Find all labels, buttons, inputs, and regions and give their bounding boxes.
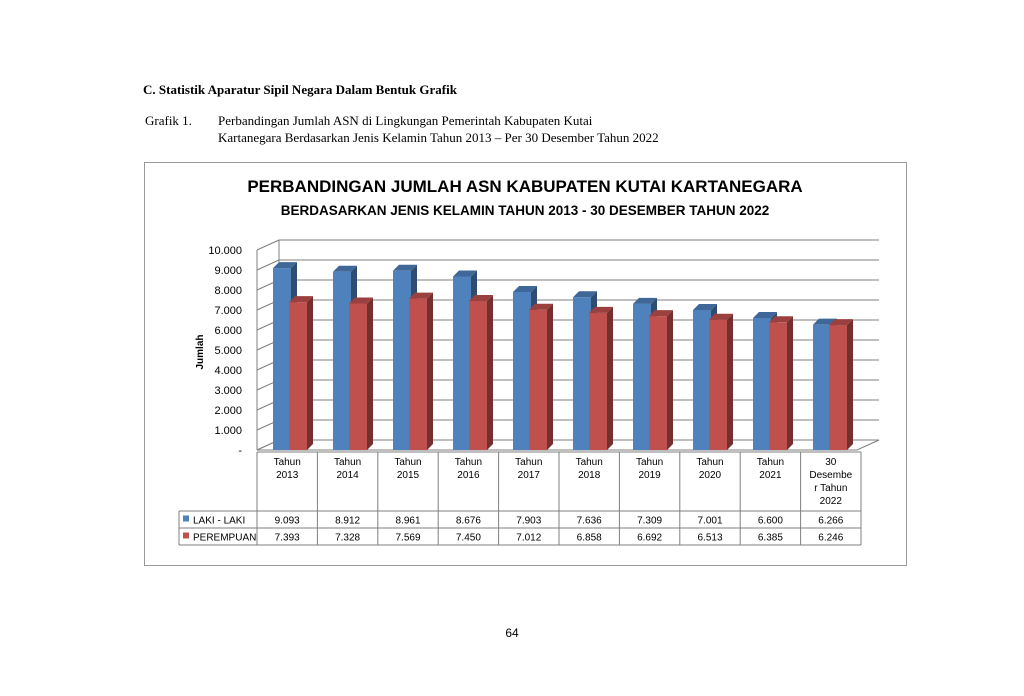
bar-side: [367, 297, 373, 450]
bar-side: [607, 307, 613, 450]
data-label: 7.903: [516, 515, 542, 527]
figure-caption-line-1: Perbandingan Jumlah ASN di Lingkungan Pemerintah Kabupaten Kutai: [218, 113, 593, 128]
bar-side: [787, 316, 793, 450]
x-tick-label: 2019: [638, 470, 661, 481]
legend-key-0: [183, 516, 189, 522]
data-label: 7.569: [395, 532, 421, 544]
x-tick-label: 2018: [578, 470, 601, 481]
data-label: 8.961: [395, 515, 421, 527]
bar-perempuan-5: [589, 313, 607, 450]
x-tick-label: Tahun: [635, 457, 664, 468]
x-tick-label: Tahun: [454, 457, 483, 468]
bar-perempuan-0: [289, 302, 307, 450]
data-label: 7.636: [576, 515, 602, 527]
bar-laki-laki-5: [573, 297, 591, 450]
y-tick-label: 1.000: [214, 425, 242, 437]
bar-perempuan-9: [829, 325, 847, 450]
data-label: 7.309: [637, 515, 663, 527]
bar-laki-laki-1: [333, 272, 351, 450]
page-number: 64: [505, 626, 519, 640]
x-tick-label: 2013: [276, 470, 299, 481]
y-tick-label: 10.000: [208, 245, 242, 257]
bar-laki-laki-6: [633, 304, 651, 450]
bar-laki-laki-0: [273, 268, 291, 450]
data-label: 7.001: [697, 515, 723, 527]
bar-perempuan-6: [649, 316, 667, 450]
legend-key-1: [183, 533, 189, 539]
bar-laki-laki-8: [753, 318, 771, 450]
x-tick-label: Tahun: [515, 457, 543, 468]
data-label: 6.513: [697, 532, 723, 544]
data-label: 6.692: [637, 532, 663, 544]
bar-perempuan-3: [469, 301, 487, 450]
x-tick-label: 2022: [819, 496, 842, 507]
x-tick-label: 2016: [457, 470, 480, 481]
bar-side: [547, 304, 553, 450]
data-label: 6.858: [576, 532, 602, 544]
bar-laki-laki-7: [693, 310, 711, 450]
bar-perempuan-2: [409, 299, 427, 450]
gridline-depth: [257, 240, 279, 250]
bar-laki-laki-4: [513, 292, 531, 450]
y-tick-label: 8.000: [214, 285, 242, 297]
x-tick-label: Desembe: [809, 470, 853, 481]
bar-laki-laki-3: [453, 276, 471, 450]
bar-side: [847, 319, 853, 450]
data-label: 7.012: [516, 532, 542, 544]
bar-perempuan-8: [769, 322, 787, 450]
chart-subtitle: BERDASARKAN JENIS KELAMIN TAHUN 2013 - 30 DESEMBER TAHUN 2022: [280, 203, 770, 218]
x-tick-label: Tahun: [696, 457, 724, 468]
bar-side: [487, 295, 493, 450]
data-label: 6.385: [757, 532, 783, 544]
y-tick-label: 7.000: [214, 305, 242, 317]
bar-side: [727, 314, 733, 450]
data-label: 6.246: [818, 532, 844, 544]
x-tick-label: 2017: [517, 470, 540, 481]
legend-label: LAKI - LAKI: [193, 515, 246, 527]
chart-frame: [144, 162, 907, 566]
asn-gender-bar-chart: [145, 163, 906, 565]
bar-side: [427, 293, 433, 450]
legend-label: PEREMPUAN: [193, 532, 257, 544]
bar-laki-laki-9: [813, 325, 831, 450]
x-tick-label: 30: [825, 457, 837, 468]
x-tick-label: 2015: [396, 470, 420, 481]
x-tick-label: Tahun: [333, 457, 362, 468]
y-tick-label: 9.000: [214, 265, 242, 277]
bar-laki-laki-2: [393, 271, 411, 450]
chart-title: PERBANDINGAN JUMLAH ASN KABUPATEN KUTAI KARTANEGARA: [247, 177, 803, 196]
data-label: 8.676: [455, 515, 481, 527]
figure-caption-line-2: Kartanegara Berdasarkan Jenis Kelamin Tahun 2013 – Per 30 Desember Tahun 2022: [218, 130, 659, 145]
x-tick-label: Tahun: [273, 457, 301, 468]
y-tick-label: -: [238, 445, 242, 457]
x-tick-label: Tahun: [575, 457, 603, 468]
data-label: 8.912: [335, 515, 361, 527]
x-tick-label: 2020: [698, 470, 722, 481]
section-heading: C. Statistik Aparatur Sipil Negara Dalam Bentuk Grafik: [143, 82, 457, 97]
x-tick-label: Tahun: [394, 457, 422, 468]
data-label: 6.266: [818, 515, 844, 527]
figure-caption-label: Grafik 1.: [145, 113, 192, 128]
y-tick-label: 3.000: [214, 385, 242, 397]
x-tick-label: Tahun: [756, 457, 785, 468]
x-tick-label: 2014: [336, 470, 359, 481]
bar-perempuan-7: [709, 320, 727, 450]
bar-side: [307, 296, 313, 450]
bar-side: [667, 310, 673, 450]
x-tick-label: 2021: [759, 470, 782, 481]
bar-perempuan-4: [529, 310, 547, 450]
y-tick-label: 5.000: [214, 345, 242, 357]
y-tick-label: 2.000: [214, 405, 242, 417]
data-label: 9.093: [274, 515, 300, 527]
data-label: 7.328: [335, 532, 361, 544]
data-label: 7.450: [455, 532, 481, 544]
data-label: 6.600: [757, 515, 783, 527]
bar-perempuan-1: [349, 303, 367, 450]
x-tick-label: r Tahun: [814, 483, 848, 494]
data-label: 7.393: [274, 532, 300, 544]
y-axis-label: Jumlah: [195, 334, 206, 370]
y-tick-label: 6.000: [214, 325, 242, 337]
y-tick-label: 4.000: [214, 365, 242, 377]
